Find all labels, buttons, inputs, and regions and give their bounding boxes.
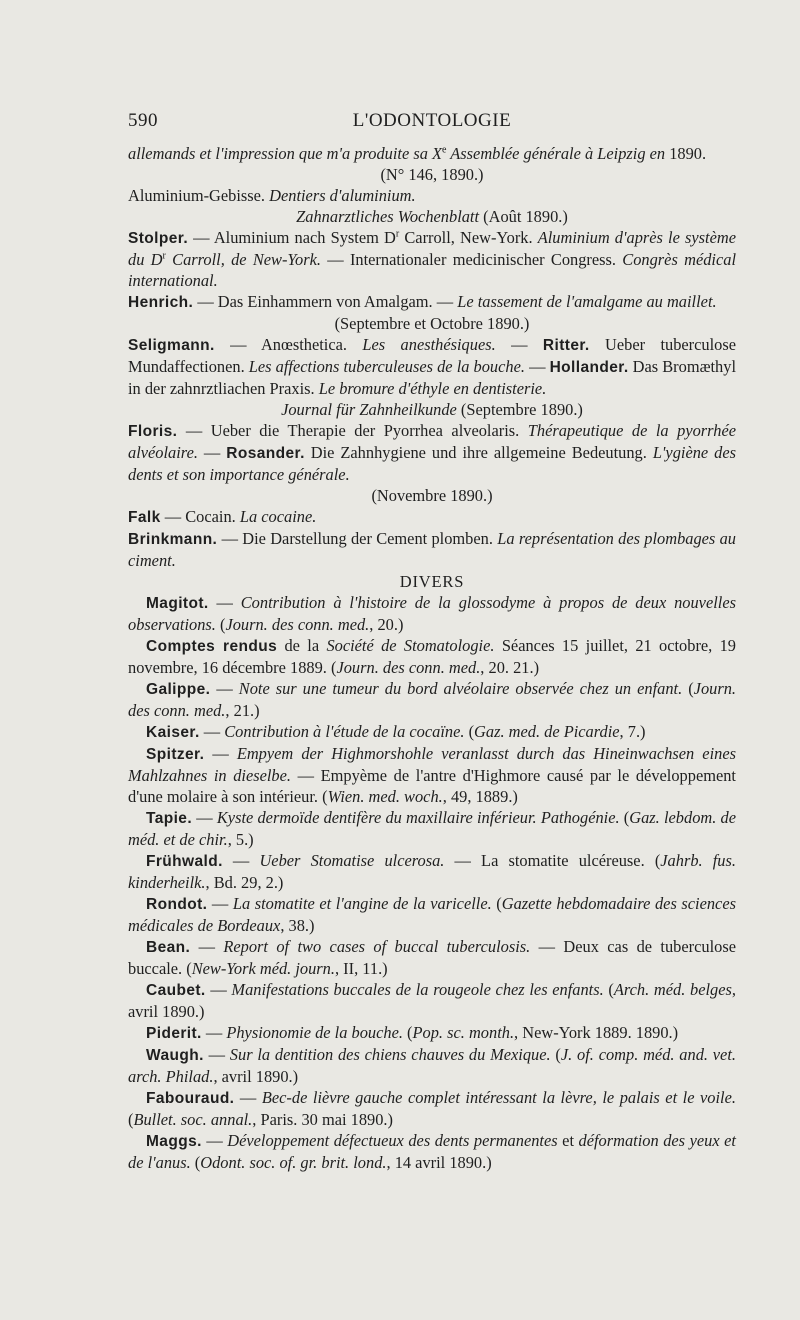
author-name: Caubet.	[146, 982, 206, 999]
entry	[128, 807, 736, 850]
text-run: (	[190, 1153, 201, 1172]
text-run: , 38.)	[280, 916, 315, 935]
author-name: Stolper.	[128, 230, 189, 247]
italic-text: Arch. méd. belges	[613, 980, 732, 999]
text-run: (	[215, 615, 226, 634]
author-name: Magitot.	[146, 595, 209, 612]
italic-text: Wien. med. woch.	[327, 787, 443, 806]
source-line	[128, 399, 736, 420]
text-run: — Empyème de l'antre d'Highmore causé par le développement d'une molaire à son intérieur. (	[128, 766, 736, 806]
italic-text: Physionomie de la bouche.	[226, 1023, 403, 1042]
text-run: (	[550, 1045, 561, 1064]
italic-text: Sur la dentition des chiens chauves du Mexique.	[229, 1045, 551, 1064]
entry	[128, 185, 736, 206]
text-run: (N° 146, 1890.)	[380, 165, 484, 184]
italic-text: Carroll, de New-York.	[165, 250, 321, 269]
text-run: —	[210, 679, 239, 698]
entry	[128, 936, 736, 979]
text-run: —	[205, 980, 232, 999]
text-run: , 14 avril 1890.)	[386, 1153, 492, 1172]
italic-text: J. of. comp. méd. and. vet. arch. Philad.	[128, 1045, 736, 1086]
italic-text: déformation des yeux et de l'anus.	[128, 1131, 736, 1172]
text-run: et	[557, 1131, 579, 1150]
italic-text: Le bromure d'éthyle en dentisterie.	[318, 379, 547, 398]
author-name: Bean.	[146, 939, 191, 956]
text-run: — Cocain.	[160, 507, 240, 526]
text-run: Aluminium-Gebisse.	[128, 186, 270, 205]
italic-text: Bec-de lièvre gauche complet intéressant la lèvre, le palais et le voile.	[261, 1088, 736, 1107]
entry	[128, 678, 736, 721]
source-line	[128, 485, 736, 506]
author-name: Ritter.	[542, 337, 590, 354]
text-run: , avril 1890.)	[128, 980, 737, 1021]
text-run: —	[207, 894, 233, 913]
bibliography-text	[128, 143, 736, 1173]
entry	[128, 291, 736, 313]
author-name: Piderit.	[146, 1025, 202, 1042]
italic-text: Empyem der Highmorshohle veranlasst durch das Hineinwachsen eines Mahlzahnes in dieselbe.	[128, 744, 736, 785]
entry	[128, 506, 736, 528]
text-run: —	[201, 1023, 227, 1042]
text-run: — Das Einhammern von Amalgam. —	[193, 292, 458, 311]
text-run: Die Zahnhygiene und ihre allgemeine Bedeutung.	[304, 443, 653, 462]
italic-text: La cocaine.	[239, 507, 317, 526]
text-run: (Septembre 1890.)	[456, 400, 583, 419]
entry	[128, 227, 736, 291]
text-run: —	[201, 1131, 228, 1150]
author-name: Tapie.	[146, 810, 193, 827]
text-run: —	[234, 1088, 262, 1107]
author-name: Rosander.	[226, 445, 305, 462]
page-header	[128, 110, 736, 134]
entry	[128, 893, 736, 936]
entry	[128, 743, 736, 807]
entry	[128, 420, 736, 485]
italic-text: Thérapeutique de la pyorrhée alvéolaire.	[128, 421, 737, 462]
italic-text: Report of two cases of buccal tuberculosis.	[223, 937, 531, 956]
author-name: Fabouraud.	[146, 1090, 235, 1107]
entry	[128, 635, 736, 678]
author-name: Kaiser.	[146, 724, 200, 741]
text-run: , New-York 1889. 1890.)	[514, 1023, 679, 1042]
text-run: , 5.)	[227, 830, 254, 849]
text-run: —	[190, 937, 224, 956]
text-run: —	[204, 744, 237, 763]
italic-text: Dentiers d'aluminium.	[269, 186, 416, 205]
italic-text: Société de Stomatologie.	[326, 636, 495, 655]
italic-text: Journ. des conn. med.	[225, 615, 370, 634]
entry	[128, 592, 736, 635]
italic-text: Journ. des conn. med.	[336, 658, 481, 677]
entry	[128, 1044, 736, 1087]
italic-text: Le tassement de l'amalgame au maillet.	[457, 292, 717, 311]
text-run: Carroll, New-York.	[399, 228, 538, 247]
text-run: — Anœsthetica.	[214, 335, 363, 354]
italic-text: Les affections tuberculeuses de la bouche.	[248, 357, 525, 376]
text-run: , II, 11.)	[334, 959, 388, 978]
text-run: (Août 1890.)	[479, 207, 568, 226]
text-run: —	[208, 593, 241, 612]
text-run: de la	[277, 636, 327, 655]
text-run: , 20.)	[369, 615, 404, 634]
text-run: — Ueber die Therapie der Pyorrhea alveolaris.	[177, 421, 528, 440]
text-run: (	[491, 894, 502, 913]
page-number: 590	[128, 110, 158, 131]
text-run: (	[128, 1110, 134, 1129]
author-name: Rondot.	[146, 896, 208, 913]
text-run: —	[222, 851, 260, 870]
italic-text: La représentation des plombages au ciment.	[128, 529, 737, 570]
text-run: — Deux cas de tuberculose buccale. (	[128, 937, 736, 978]
italic-text: Congrès médical international.	[128, 250, 736, 290]
author-name: Seligmann.	[128, 337, 215, 354]
entry	[128, 1130, 736, 1173]
entry	[128, 1022, 736, 1044]
italic-text: Zahnarztliches Wochenblatt	[296, 207, 480, 226]
italic-text: Contribution à l'histoire de la glossodyme à propos de deux nouvelles observations.	[128, 593, 736, 634]
author-name: Hollander.	[549, 359, 629, 376]
italic-text: L'ygiène des dents et son importance générale.	[128, 443, 737, 484]
text-run: 1890.	[669, 144, 707, 163]
text-run: (	[682, 679, 694, 698]
entry	[128, 1087, 736, 1130]
italic-text: Aluminium d'après le système du D	[128, 228, 736, 269]
text-run: — Die Darstellung der Cement plomben.	[217, 529, 498, 548]
author-name: Maggs.	[146, 1133, 202, 1150]
italic-text: Assemblée générale à Leipzig en	[446, 144, 670, 163]
text-run: , Paris. 30 mai 1890.)	[252, 1110, 393, 1129]
author-name: Galippe.	[146, 681, 211, 698]
entry	[128, 528, 736, 571]
entry	[128, 721, 736, 743]
text-run: (	[603, 980, 614, 999]
author-name: Falk	[128, 509, 161, 526]
italic-text: Ueber Stomatise ulcerosa.	[259, 851, 445, 870]
italic-text: Bullet. soc. annal.	[133, 1110, 253, 1129]
text-run: (Novembre 1890.)	[371, 486, 493, 505]
author-name: Spitzer.	[146, 746, 205, 763]
italic-text: Gaz. lebdom. de méd. et de chir.	[128, 808, 737, 849]
italic-text: Journ. des conn. med.	[128, 679, 737, 720]
superscript: r	[162, 250, 166, 262]
author-name: Floris.	[128, 423, 178, 440]
italic-text: New-York méd. journ.	[191, 959, 335, 978]
text-run: , 49, 1889.)	[442, 787, 518, 806]
text-run: (	[619, 808, 630, 827]
italic-text: Manifestations buccales de la rougeole chez les enfants.	[231, 980, 604, 999]
italic-text: Journal für Zahnheilkunde	[281, 400, 457, 419]
text-run: —	[199, 722, 225, 741]
italic-text: Contribution à l'étude de la cocaïne.	[224, 722, 465, 741]
italic-text: La stomatite et l'angine de la varicelle.	[232, 894, 492, 913]
text-run: —	[524, 357, 550, 376]
text-run: Das Bromæthyl in der zahnrztliachen Praxis.	[128, 357, 736, 398]
entry	[128, 143, 736, 164]
text-run: —	[197, 443, 227, 462]
text-run: , 7.)	[619, 722, 646, 741]
text-run: (	[464, 722, 475, 741]
italic-text: Note sur une tumeur du bord alvéolaire observée chez un enfant.	[238, 679, 683, 698]
italic-text: Gaz. med. de Picardie	[474, 722, 620, 741]
text-run: DIVERS	[399, 572, 465, 591]
italic-text: Odont. soc. of. gr. brit. lond.	[200, 1153, 387, 1172]
section-heading	[128, 571, 736, 592]
entry	[128, 850, 736, 893]
text-run: , avril 1890.)	[213, 1067, 299, 1086]
superscript: e	[442, 144, 447, 156]
source-line	[128, 313, 736, 334]
author-name: Comptes rendus	[146, 638, 278, 655]
text-run: — Internationaler medicinischer Congress.	[321, 250, 623, 269]
text-run: Ueber tuberculose Mundaffectionen.	[128, 335, 737, 376]
text-run: , 20. 21.)	[480, 658, 540, 677]
text-run: (	[402, 1023, 413, 1042]
source-line	[128, 164, 736, 185]
italic-text: allemands et l'impression que m'a produite sa X	[128, 144, 443, 163]
text-run: Séances 15 juillet, 21 octobre, 19 novembre, 16 décembre 1889. (	[128, 636, 736, 677]
italic-text: Jahrb. fus. kinderheilk.	[128, 851, 736, 892]
text-run: —	[192, 808, 217, 827]
text-run: (Septembre et Octobre 1890.)	[334, 314, 530, 333]
text-run: — Aluminium nach System D	[188, 228, 396, 247]
superscript: r	[395, 228, 400, 240]
source-line	[128, 206, 736, 227]
author-name: Henrich.	[128, 294, 194, 311]
entry	[128, 334, 736, 399]
italic-text: Développement défectueux des dents permanentes	[227, 1131, 558, 1150]
entry	[128, 979, 736, 1022]
running-title: L'ODONTOLOGIE	[352, 110, 512, 131]
author-name: Brinkmann.	[128, 531, 218, 548]
text-run: — La stomatite ulcéreuse. (	[444, 851, 661, 870]
italic-text: Les anesthésiques.	[362, 335, 496, 354]
text-run: , Bd. 29, 2.)	[205, 873, 284, 892]
text-run: , 21.)	[225, 701, 260, 720]
author-name: Frühwald.	[146, 853, 223, 870]
author-name: Waugh.	[146, 1047, 204, 1064]
text-run: —	[203, 1045, 230, 1064]
italic-text: Kyste dermoïde dentifère du maxillaire inférieur. Pathogénie.	[216, 808, 620, 827]
italic-text: Pop. sc. month.	[412, 1023, 515, 1042]
italic-text: Gazette hebdomadaire des sciences médicales de Bordeaux	[128, 894, 736, 935]
text-run: —	[495, 335, 543, 354]
